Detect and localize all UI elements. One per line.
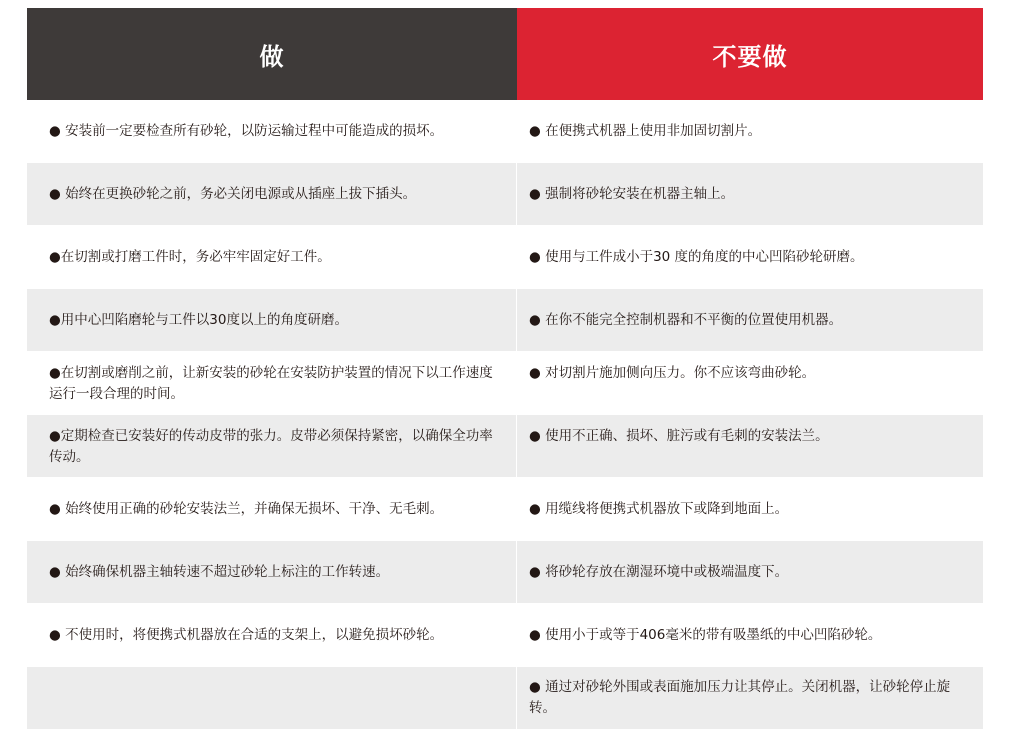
dont-cell [516,478,983,540]
dont-text: ● 对切割片施加侧向压力。你不应该弯曲砂轮。 [529,365,816,381]
do-dont-table [27,8,983,730]
dont-text: ● 使用小于或等于406毫米的带有吸墨纸的中心凹陷砂轮。 [529,626,882,643]
do-cell [27,163,516,225]
table-row [27,352,983,415]
do-text: ● 不使用时，将便携式机器放在合适的支架上，以避免损坏砂轮。 [49,626,444,643]
dont-text: ● 用缆线将便携式机器放下或降到地面上。 [529,500,789,517]
do-column-header: 做 [27,8,517,100]
do-cell [27,352,516,414]
do-text: ●用中心凹陷磨轮与工件以30度以上的角度研磨。 [49,311,348,328]
do-text: ●在切割或磨削之前，让新安装的砂轮在安装防护装置的情况下以工作速度运行一段合理的时间。 [49,365,493,402]
do-text: ● 始终使用正确的砂轮安装法兰，并确保无损坏、干净、无毛刺。 [49,500,444,517]
dont-text: ● 在你不能完全控制机器和不平衡的位置使用机器。 [529,311,843,328]
dont-cell [516,226,983,288]
table-row [27,289,983,352]
table-row [27,163,983,226]
table-row [27,226,983,289]
dont-text: ● 使用与工件成小于30 度的角度的中心凹陷砂轮研磨。 [529,248,864,265]
do-cell [27,478,516,540]
dont-cell [516,667,983,729]
do-cell [27,289,516,351]
dont-text: ● 使用不正确、损坏、脏污或有毛刺的安装法兰。 [529,428,829,444]
dont-cell [516,415,983,477]
dont-text: ● 通过对砂轮外围或表面施加压力让其停止。关闭机器，让砂轮停止旋转。 [529,679,951,716]
dont-cell [516,604,983,666]
table-row [27,478,983,541]
dont-text: ● 强制将砂轮安装在机器主轴上。 [529,185,735,202]
dont-column-header: 不要做 [517,8,983,100]
table-header [27,8,983,100]
dont-text: ● 在便携式机器上使用非加固切割片。 [529,122,762,139]
do-text: ● 始终确保机器主轴转速不超过砂轮上标注的工作转速。 [49,563,390,580]
dont-cell [516,352,983,414]
dont-text: ● 将砂轮存放在潮湿环境中或极端温度下。 [529,563,789,580]
dont-cell [516,541,983,603]
do-cell [27,415,516,477]
table-row [27,667,983,730]
table-row [27,100,983,163]
do-cell-empty [27,667,516,729]
dont-cell [516,289,983,351]
table-row [27,415,983,478]
do-cell [27,226,516,288]
do-text: ● 始终在更换砂轮之前，务必关闭电源或从插座上拔下插头。 [49,185,417,202]
do-text: ●定期检查已安装好的传动皮带的张力。皮带必须保持紧密，以确保全功率传动。 [49,428,493,465]
dont-cell [516,163,983,225]
do-cell [27,541,516,603]
do-text: ● 安装前一定要检查所有砂轮，以防运输过程中可能造成的损坏。 [49,122,444,139]
table-row [27,604,983,667]
do-cell [27,604,516,666]
do-text: ●在切割或打磨工件时，务必牢牢固定好工件。 [49,248,331,265]
do-cell [27,100,516,162]
table-row [27,541,983,604]
dont-cell [516,100,983,162]
